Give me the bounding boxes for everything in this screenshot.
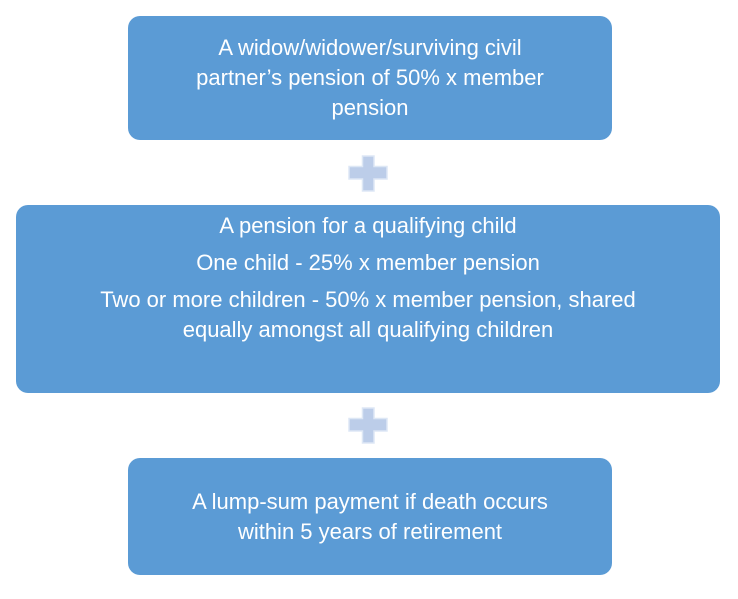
box-widow-pension-line-1: A widow/widower/surviving civil [218, 35, 522, 60]
plus-icon [348, 155, 388, 192]
box-lump-sum-line-2: within 5 years of retirement [237, 518, 503, 544]
box-lump-sum-line-1: A lump-sum payment if death occurs [192, 488, 548, 514]
child-pension-paragraph-1 [16, 211, 720, 241]
box-widow-pension-line-2: partner’s pension of 50% x member [196, 65, 544, 90]
box-lump-sum [128, 458, 612, 575]
child-pension-p2-line-1: One child - 25% x member pension [196, 250, 540, 275]
child-pension-p1-line-1: A pension for a qualifying child [219, 213, 517, 238]
box-widow-pension-line-3: pension [331, 95, 409, 120]
child-pension-p3-line-1: Two or more children - 50% x member pension, shared [100, 287, 636, 312]
box-widow-pension [128, 16, 612, 140]
child-pension-p3-line-2: equally amongst all qualifying children [182, 317, 554, 342]
child-pension-paragraph-2 [16, 248, 720, 278]
plus-icon [348, 407, 388, 444]
child-pension-paragraph-3 [16, 285, 720, 345]
box-child-pension [16, 205, 720, 393]
